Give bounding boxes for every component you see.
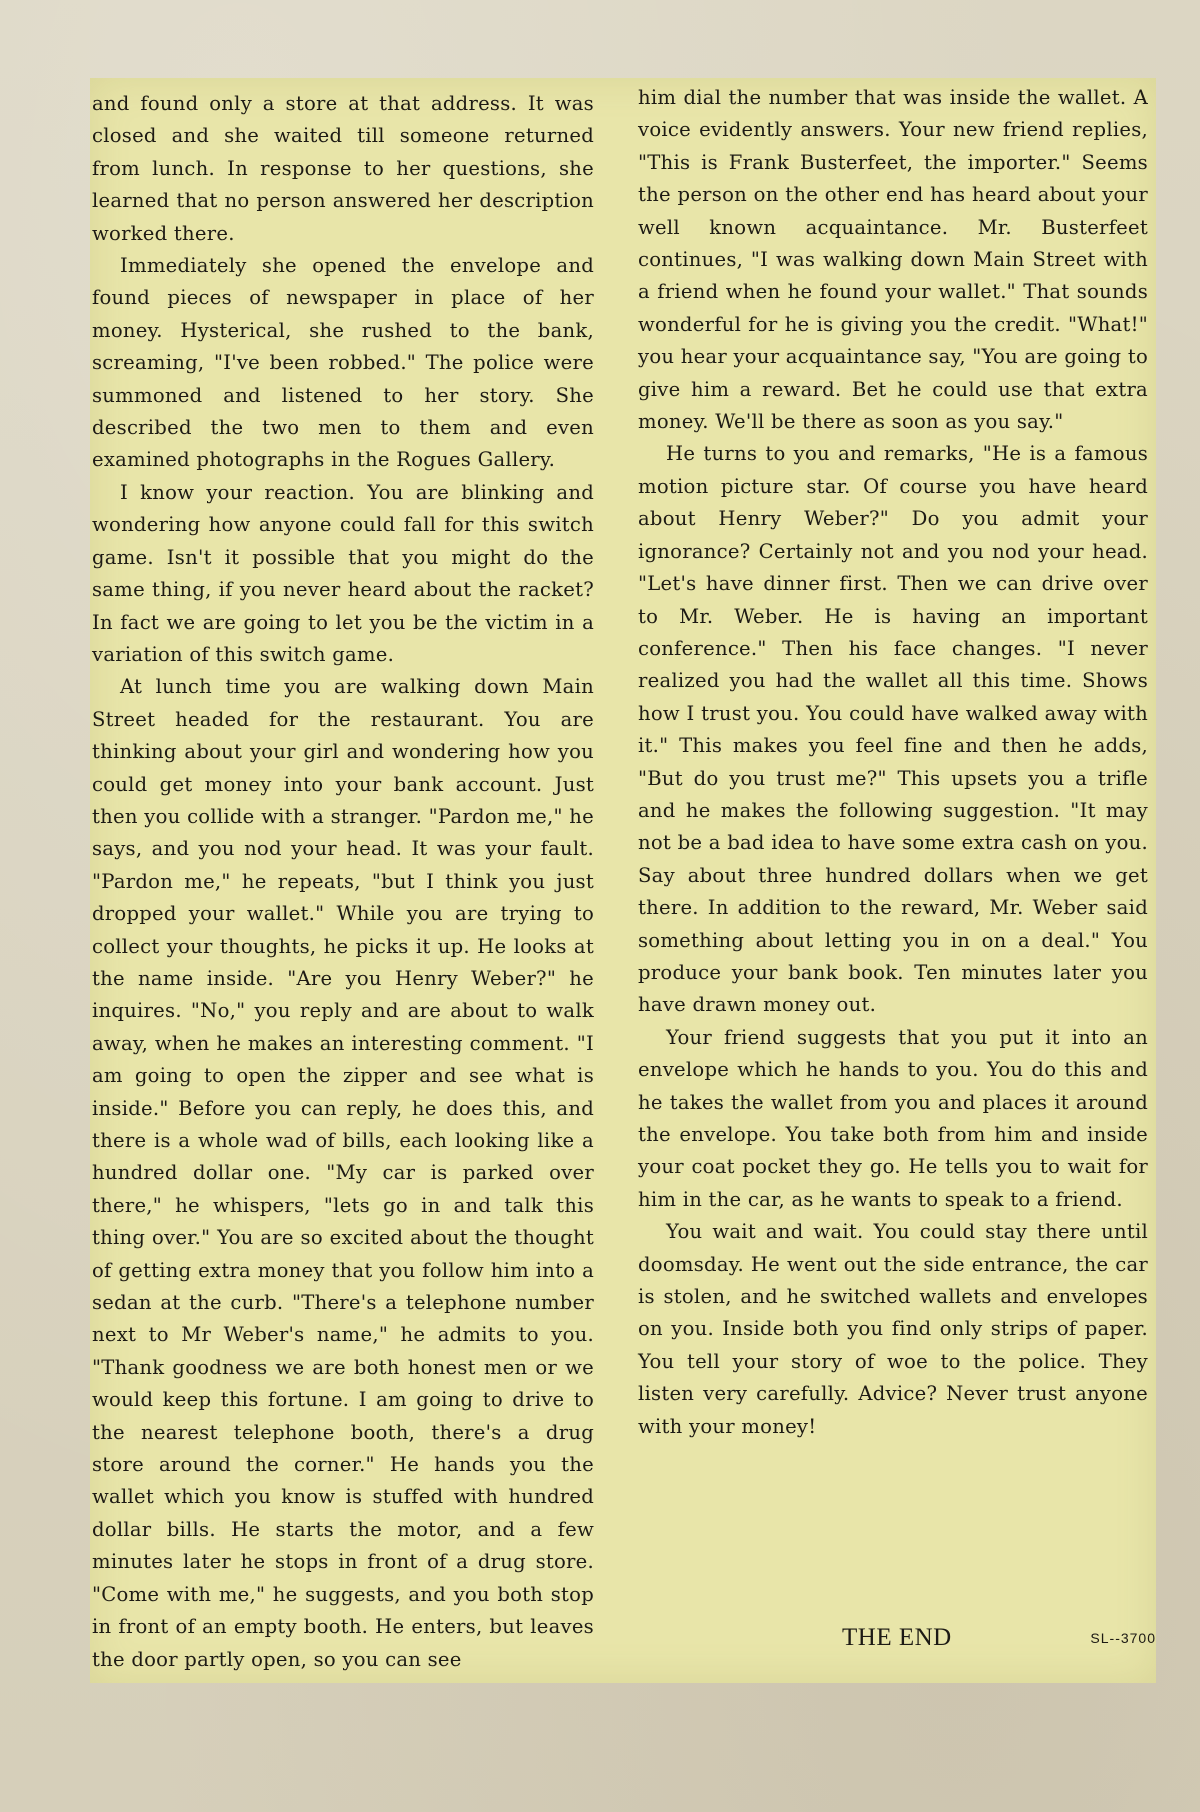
left-text-column: [90, 78, 608, 1683]
story-footer: [638, 1624, 1156, 1664]
paragraph: I know your reaction. You are blinking and wondering how anyone could fall for this switch game. Isn't it possible that you might do the same thing, if you never heard about the racket? In fact we are going to let you be the victim in a variation of this switch game.: [92, 480, 594, 666]
the-end-label: THE END: [842, 1624, 952, 1651]
paragraph: him dial the number that was inside the wallet. A voice evidently answers. Your new friend replies, "This is Frank Busterfeet, the importer." Seems the person on the other end has heard about your well known acquaintance. Mr. Busterfeet continues, "I was walking down Main Street with a friend when he found your wallet." That sounds wonderful for he is giving you the credit. "What!" you hear your acquaintance say, "You are going to give him a reward. Bet he could use that extra money. We'll be there as soon as you say.": [638, 86, 1148, 434]
paragraph: At lunch time you are walking down Main Street headed for the restaurant. You are thinking about your girl and wondering how you could get money into your bank account. Just then you collide with a stranger. "Pardon me," he says, and you nod your head. It was your fault. "Pardon me," he repeats, "but I think you just dropped your wallet." While you are trying to collect your thoughts, he picks it up. He looks at the name inside. "Are you Henry Weber?" he inquires. "No," you reply and are about to walk away, when he makes an interesting comment. "I am going to open the zipper and see what is inside." Before you can reply, he does this, and there is a whole wad of bills, each looking like a hundred dollar one. "My car is parked over there," he whispers, "lets go in and talk this thing over." You are so excited about the thought of getting extra money that you follow him into a sedan at the curb. "There's a telephone number next to Mr Weber's name," he admits to you. "Thank goodness we are both honest men or we would keep this fortune. I am going to drive to the nearest telephone booth, there's a drug store around the corner." He hands you the wallet which you know is stuffed with hundred dollar bills. He starts the motor, and a few minutes later he stops in front of a drug store. "Come with me," he suggests, and you both stop in front of an empty booth. He enters, but leaves the door partly open, so you can see: [92, 675, 594, 1671]
paragraph: You wait and wait. You could stay there until doomsday. He went out the side entrance, the car is stolen, and he switched wallets and envelopes on you. Inside both you find only strips of paper. You tell your story of woe to the police. They listen very carefully. Advice? Never trust anyone with your money!: [638, 1220, 1148, 1438]
paragraph: He turns to you and remarks, "He is a famous motion picture star. Of course you have heard about Henry Weber?" Do you admit your ignorance? Certainly not and you nod your head. "Let's have dinner first. Then we can drive over to Mr. Weber. He is having an important conference." Then his face changes. "I never realized you had the wallet all this time. Shows how I trust you. You could have walked away with it." This makes you feel fine and then he adds, "But do you trust me?" This upsets you a trifle and he makes the following suggestion. "It may not be a bad idea to have some extra cash on you. Say about three hundred dollars when we get there. In addition to the reward, Mr. Weber said something about letting you in on a deal." You produce your bank book. Ten minutes later you have drawn money out.: [638, 442, 1148, 1017]
story-text-panel: [90, 78, 1156, 1683]
right-text-column: [638, 78, 1156, 1683]
paragraph: and found only a store at that address. It was closed and she waited till someone returned from lunch. In response to her questions, she learned that no person answered her description worked there.: [92, 92, 594, 245]
paragraph: Immediately she opened the envelope and found pieces of newspaper in place of her money. Hysterical, she rushed to the bank, screaming, "I've been robbed." The police were summoned and listened to her story. She described the two men to them and even examined photographs in the Rogues Gallery.: [92, 254, 594, 472]
print-code: SL--3700: [1090, 1630, 1156, 1646]
paragraph: Your friend suggests that you put it into an envelope which he hands to you. You do this and he takes the wallet from you and places it around the envelope. You take both from him and inside your coat pocket they go. He tells you to wait for him in the car, as he wants to speak to a friend.: [638, 1025, 1148, 1211]
